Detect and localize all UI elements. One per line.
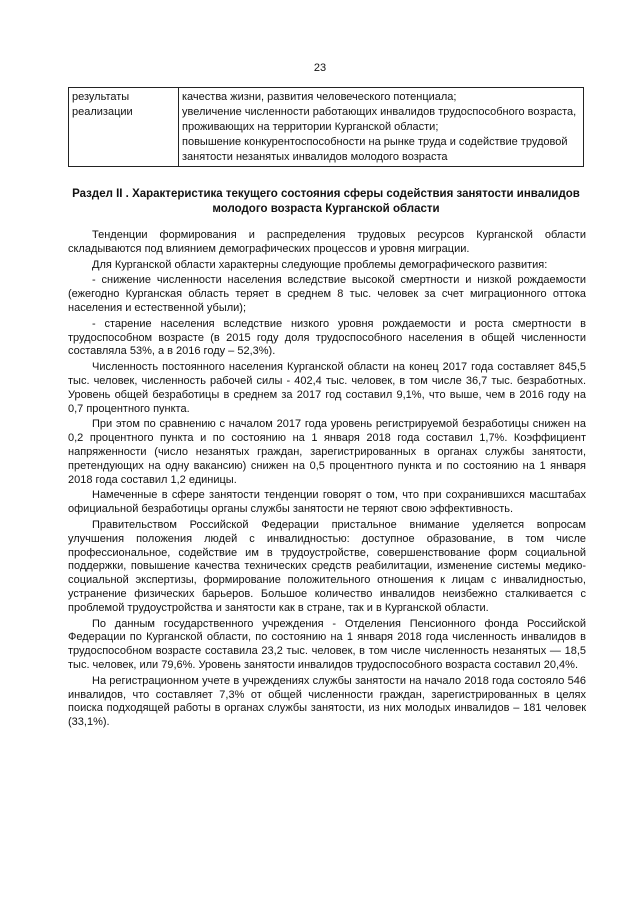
paragraph: По данным государственного учреждения - Отделения Пенсионного фонда Российской Федерации по Курганской области, по состоянию на 1 января 2018 года численность инвалидов в трудоспособном возрасте составила 23,2 тыс. человек, в том числе численность незанятых — 18,5 тыс. человек, или 79,6%. Уровень занятости инвалидов трудоспособного возраста составил 20,4%.: [68, 617, 586, 671]
body-text: [68, 229, 586, 732]
paragraph: Численность постоянного населения Курганской области на конец 2017 года составляет 845,5 тыс. человек, численность рабочей силы - 402,4 тыс. человек, в том числе 36,7 тыс. безработных. Уровень общей безработицы в среднем за 2017 год составил 9,1%, что выше, чем в 2016 году на 0,7 процентного пункта.: [68, 361, 586, 415]
page-number: 23: [313, 62, 327, 74]
section-title: Раздел II . Характеристика текущего состояния сферы содействия занятости инвалидов молодого возраста Курганской области: [72, 188, 580, 215]
paragraph: Для Курганской области характерны следующие проблемы демографического развития:: [92, 258, 548, 271]
table-content-cell: [179, 88, 584, 167]
paragraph: Правительством Российской Федерации пристальное внимание уделяется вопросам улучшения положения людей с инвалидностью: доступное образование, в том числе профессиональное, содействие им в трудоустройстве, совершенствование форм социальной поддержки, повышение качества технических средств реабилитации, изменение системы медико-социальной экспертизы, формирование положительного отношения к лицам с инвалидностью, устранение физических барьеров. Большое количество инвалидов неизбежно сталкивается с проблемой трудоустройства и занятости как в стране, так и в Курганской области.: [68, 518, 586, 614]
table-line: качества жизни, развития человеческого потенциала;: [182, 91, 457, 103]
table-line: повышение конкурентоспособности на рынке труда и содействие трудовой занятости незанятых инвалидов молодого возраста: [182, 136, 568, 163]
paragraph: - снижение численности населения вследствие высокой смертности и низкой рождаемости (ежегодно Курганская область теряет в среднем 8 тыс. человек за счет миграционного оттока населения и естественной убыли);: [68, 274, 586, 314]
results-table: [68, 87, 584, 167]
table-row: [69, 88, 584, 167]
paragraph: На регистрационном учете в учреждениях службы занятости на начало 2018 года состояло 546 инвалидов, что составляет 7,3% от общей численности граждан, зарегистрированных в целях поиска подходящей работы в органах службы занятости, из них молодых инвалидов – 181 человек (33,1%).: [68, 674, 586, 729]
table-line: увеличение численности работающих инвалидов трудоспособного возраста, проживающих на территории Курганской области;: [182, 106, 577, 133]
paragraph: - старение населения вследствие низкого уровня рождаемости и роста смертности в трудоспособном возрасте (в 2015 году доля трудоспособного населения в общей численности составляла 53%, а в 2016 году – 52,3%).: [68, 317, 586, 358]
table-label-cell: результаты реализации: [69, 88, 179, 167]
paragraph: При этом по сравнению с началом 2017 года уровень регистрируемой безработицы снижен на 0,2 процентного пункта и по состоянию на 1 января 2018 года составил 1,7%. Коэффициент напряженности (число незанятых граждан, зарегистрированных в органах службы занятости, претендующих на одну вакансию) снижен на 0,5 процентного пункта и по состоянию на 1 января 2018 года составил 1,2 единицы.: [68, 418, 586, 486]
paragraph: Намеченные в сфере занятости тенденции говорят о том, что при сохранившихся масштабах официальной безработицы органы службы занятости не теряют свою эффективность.: [68, 489, 586, 516]
paragraph: Тенденции формирования и распределения трудовых ресурсов Курганской области складываются под влиянием демографических процессов и уровня миграции.: [68, 229, 586, 255]
